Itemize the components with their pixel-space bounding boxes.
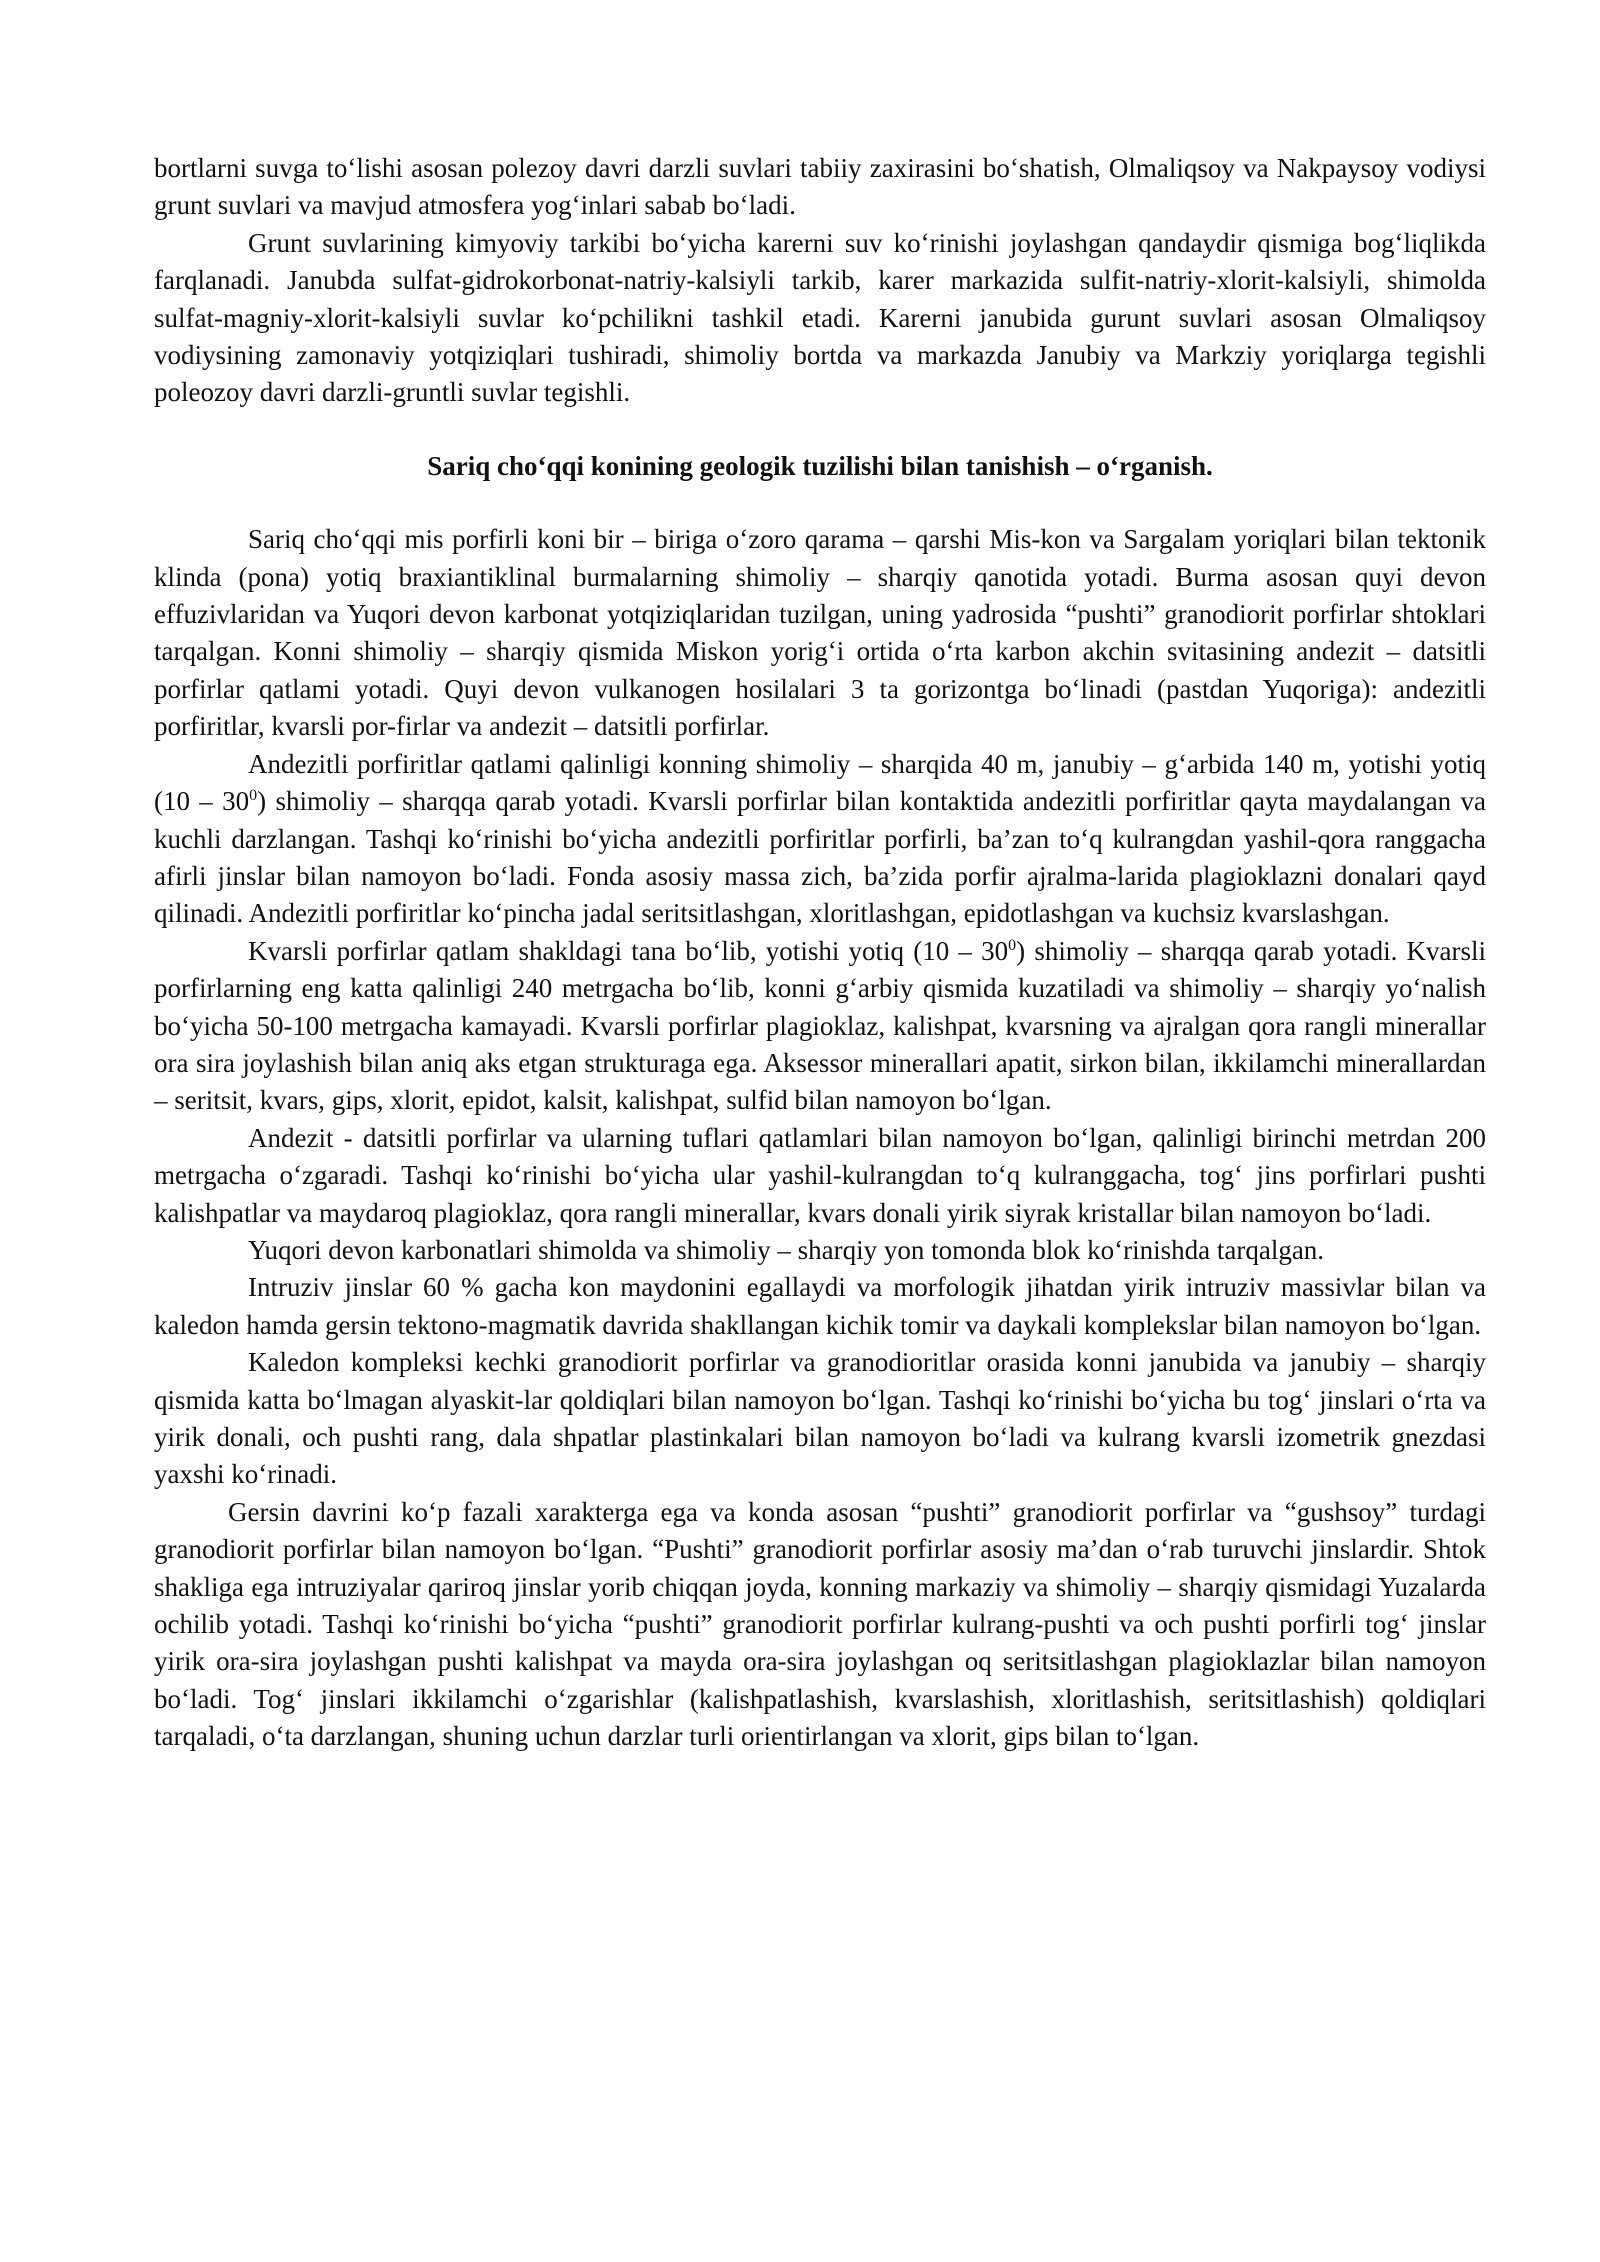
paragraph-hercynian-period: Gersin davrini ko‘p fazali xarakterga ega va konda asosan “pushti” granodiorit porfirlar va “gushsoy” turdagi granodiorit porfirlar bilan namoyon bo‘lgan. “Pushti” granodiorit porfirlar asosiy ma’dan o‘rab turuvchi jinslardir. Shtok shakliga ega intruziyalar qariroq jinslar yorib chiqqan joyda, konning markaziy va shimoliy – sharqiy qismidagi Yuzalarda ochilib yotadi. Tashqi ko‘rinishi bo‘yicha “pushti” granodiorit porfirlar kulrang-pushti va och pushti porfirli tog‘ jinslar yirik ora-sira joylashgan pushti kalishpat va mayda ora-sira joylashgan oq seritsitlashgan plagioklazlar bilan namoyon bo‘ladi. Tog‘ jinslari ikkilamchi o‘zgarishlar (kalishpatlashish, kvarslashish, xloritlashish, seritsitlashish) qoldiqlari tarqaladi, o‘ta darzlangan, shuning uchun darzlar turli orientirlangan va xlorit, gips bilan to‘lgan. <box>154 1496 1486 1752</box>
paragraph-carbonates: Yuqori devon karbonatlari shimolda va shimoliy – sharqiy yon tomonda blok ko‘rinishda tarqalgan. <box>248 1234 1325 1265</box>
paragraph-deposit-overview: Sariq cho‘qqi mis porfirli koni bir – biriga o‘zoro qarama – qarshi Mis-kon va Sargalam yoriqlari bilan tektonik klinda (pona) yotiq braxiantiklinal burmalarning shimoliy – sharqiy qanotida yotadi. Burma asosan quyi devon effuzivlaridan va Yuqori devon karbonat yotqiziqlaridan tuzilgan, uning yadrosida “pushti” granodiorit porfirlar shtoklari tarqalgan. Konni shimoliy – sharqiy qismida Miskon yorig‘i ortida o‘rta karbon akchin svitasining andezit – datsitli porfirlar qatlami yotadi. Quyi devon vulkanogen hosilalari 3 ta gorizontga bo‘linadi (pastdan Yuqoriga): andezitli porfiritlar, kvarsli por-firlar va andezit – datsitli porfirlar. <box>154 524 1486 742</box>
text-segment: ) shimoliy – sharqqa qarab yotadi. Kvarsli porfirlar bilan kontaktida andezitli porfiritlar qayta maydalangan va kuchli darzlangan. Tashqi ko‘rinishi bo‘yicha andezitli porfiritlar porfirli, ba’zan to‘q kulrangdan yashil-qora ranggacha afirli jinslar bilan namoyon bo‘ladi. Fonda asosiy massa zich, ba’zida porfir ajralma-larida plagioklazni donalari qayd qilinadi. Andezitli porfiritlar ko‘pincha jadal seritsitlashgan, xloritlashgan, epidotlashgan va kuchsiz kvarslashgan. <box>154 786 1486 929</box>
degree-superscript: 0 <box>249 787 258 805</box>
text-segment: Andezitli porfiritlar qatlami qalinligi konning shimoliy – sharqida 40 m, janubiy – g‘arbida 140 m, yotishi yotiq (10 – 30 <box>154 748 1486 817</box>
degree-superscript: 0 <box>1008 936 1017 954</box>
paragraph-quartz-porphyries <box>154 933 1486 1120</box>
text-segment: ) shimoliy – sharqqa qarab yotadi. Kvarsli porfirlarning eng katta qalinligi 240 metrgacha bo‘lib, konni g‘arbiy qismida kuzatiladi va shimoliy – sharqiy yo‘nalish bo‘yicha 50-100 metrgacha kamayadi. Kvarsli porfirlar plagioklaz, kalishpat, kvarsning va ajralgan qora rangli minerallar ora sira joylashish bilan aniq aks etgan strukturaga ega. Aksessor minerallari apatit, sirkon bilan, ikkilamchi minerallardan – seritsit, kvars, gips, xlorit, epidot, kalsit, kalishpat, sulfid bilan namoyon bo‘lgan. <box>154 935 1487 1116</box>
paragraph-groundwater-chemistry: Grunt suvlarining kimyoviy tarkibi bo‘yicha karerni suv ko‘rinishi joylashgan qandaydir qismiga bog‘liqlikda farqlanadi. Janubda sulfat-gidrokorbonat-natriy-kalsiyli tarkib, karer markazida sulfit-natriy-xlorit-kalsiyli, shimolda sulfat-magniy-xlorit-kalsiyli suvlar ko‘pchilikni tashkil etadi. Karerni janubida gurunt suvlari asosan Olmaliqsoy vodiysining zamonaviy yotqiziqlari tushiradi, shimoliy bortda va markazda Janubiy va Markziy yoriqlarga tegishli poleozoy davri darzli-gruntli suvlar tegishli. <box>154 227 1486 408</box>
paragraph-intro-continued: bortlarni suvga to‘lishi asosan polezoy davri darzli suvlari tabiiy zaxirasini bo‘shatish, Olmaliqsoy va Nakpaysoy vodiysi grunt suvlari va mavjud atmosfera yog‘inlari sabab bo‘ladi. <box>154 153 1486 221</box>
document-page <box>154 150 1486 1756</box>
text-segment: Kvarsli porfirlar qatlam shakldagi tana bo‘lib, yotishi yotiq (10 – 30 <box>248 935 1009 966</box>
paragraph-andesite-dacite: Andezit - datsitli porfirlar va ularning tuflari qatlamlari bilan namoyon bo‘lgan, qalinligi birinchi metrdan 200 metrgacha o‘zgaradi. Tashqi ko‘rinishi bo‘yicha ular yashil-kulrangdan to‘q kulranggacha, tog‘ jins porfirlari pushti kalishpatlar va maydaroq plagioklaz, qora rangli minerallar, kvars donali yirik siyrak kristallar bilan namoyon bo‘ladi. <box>154 1122 1486 1228</box>
paragraph-caledonian-complex: Kaledon kompleksi kechki granodiorit porfirlar va granodioritlar orasida konni janubida va janubiy – sharqiy qismida katta bo‘lmagan alyaskit-lar qoldiqlari bilan namoyon bo‘lgan. Tashqi ko‘rinishi bo‘yicha bu tog‘ jinslari o‘rta va yirik donali, och pushti rang, dala shpatlar plastinkalari bilan namoyon bo‘ladi va kulrang kvarsli izometrik gnezdasi yaxshi ko‘rinadi. <box>154 1347 1486 1490</box>
section-heading: Sariq cho‘qqi konining geologik tuzilishi bilan tanishish – o‘rganish. <box>427 450 1213 481</box>
paragraph-intrusive-rocks: Intruziv jinslar 60 % gacha kon maydonini egallaydi va morfologik jihatdan yirik intruziv massivlar bilan va kaledon hamda gersin tektono-magmatik davrida shakllangan kichik tomir va daykali komplekslar bilan namoyon bo‘lgan. <box>154 1272 1486 1340</box>
paragraph-andesite-porphyrites <box>154 746 1486 933</box>
